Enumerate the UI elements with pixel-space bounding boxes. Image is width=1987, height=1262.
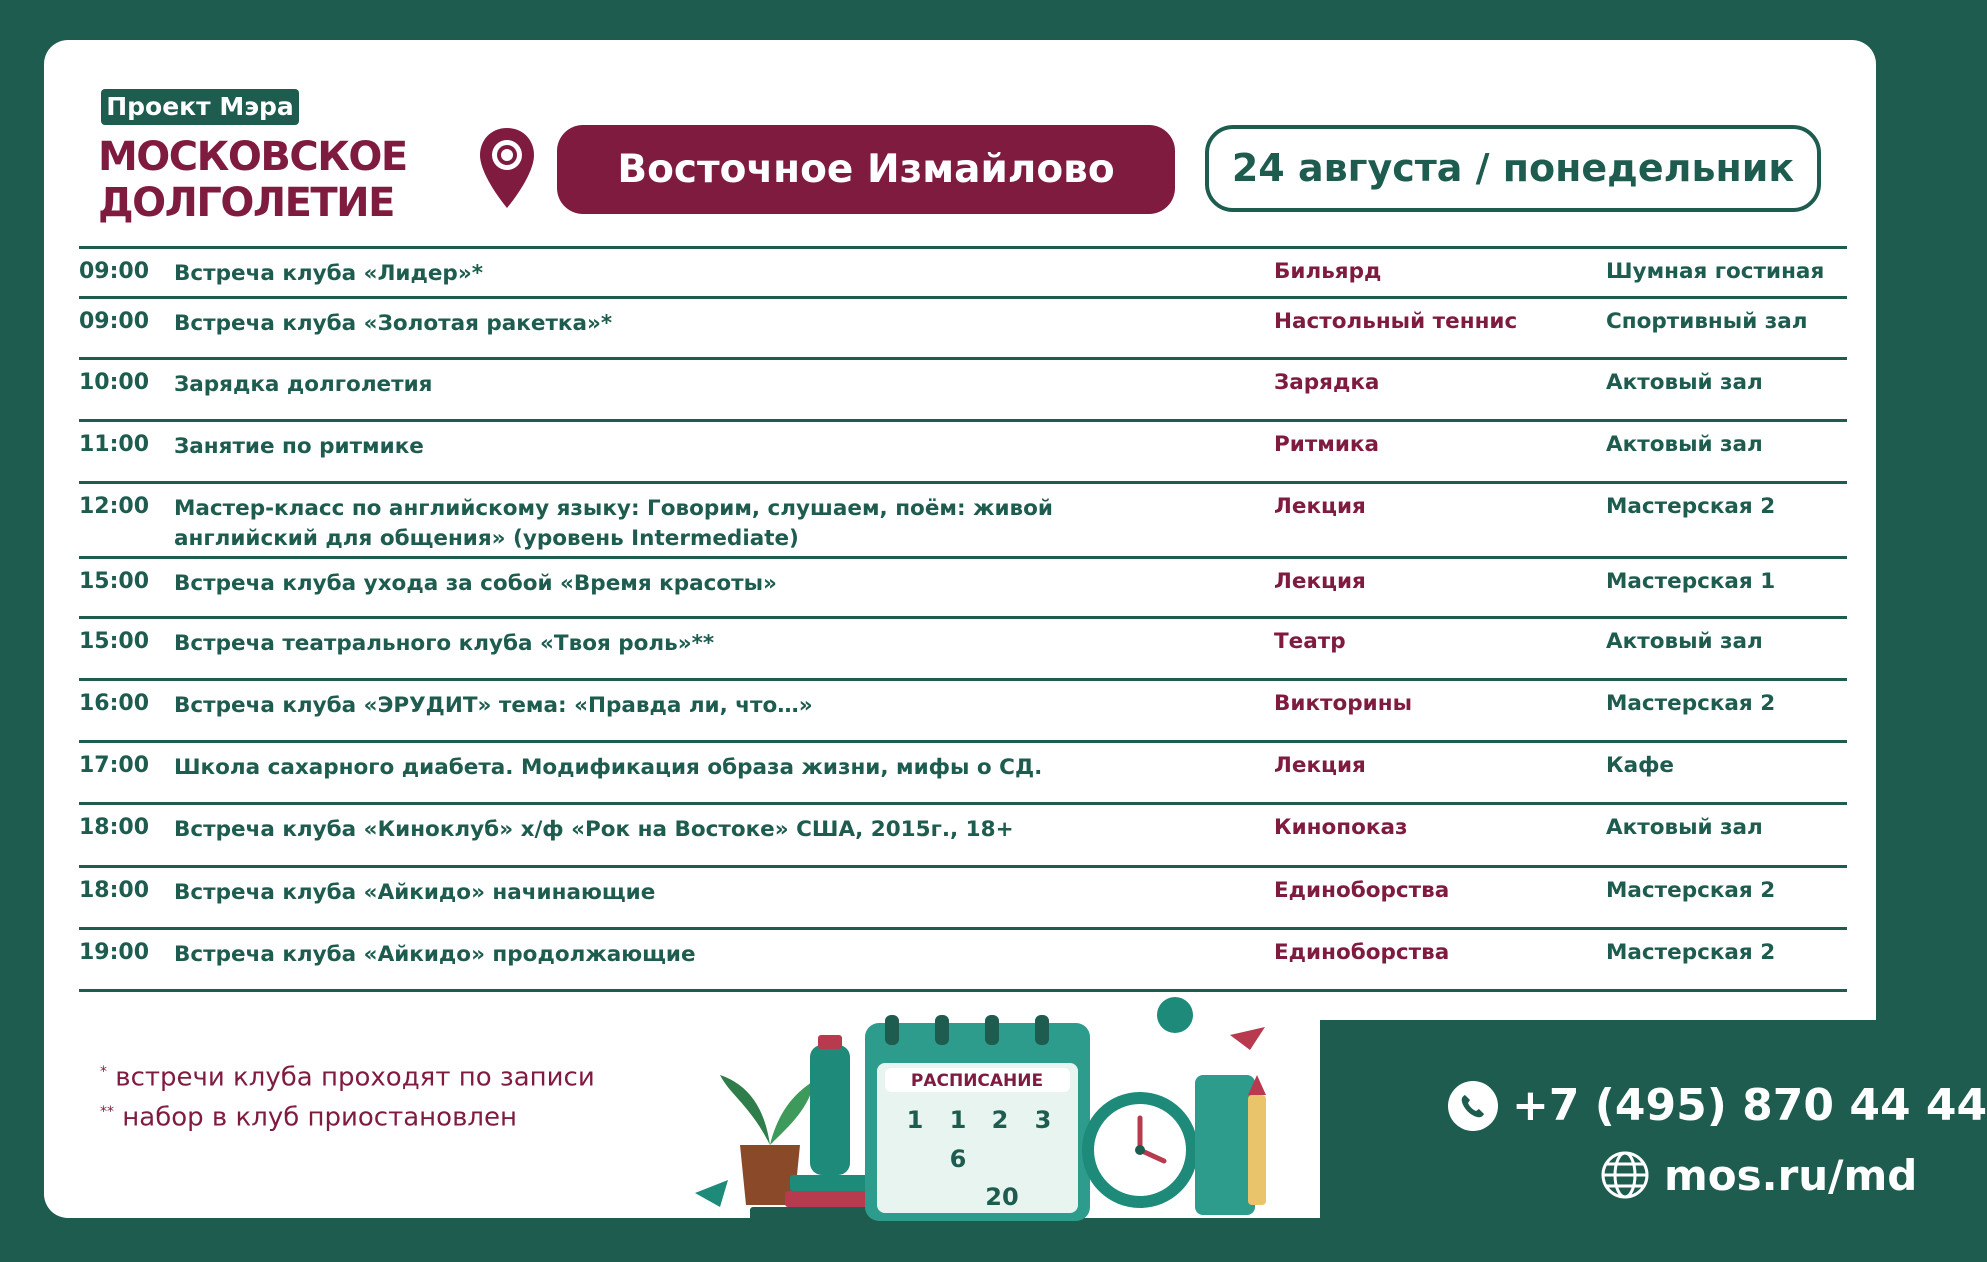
table-row [79,619,1847,681]
footnotes [100,1055,595,1134]
footnote-1-text: встречи клуба проходят по записи [115,1062,595,1093]
phone-contact[interactable] [1448,1080,1987,1131]
schedule-title: Встреча клуба «ЭРУДИТ» тема: «Правда ли, что…» [174,693,813,718]
schedule-title: Встреча клуба ухода за собой «Время красоты» [174,571,777,596]
table-row [79,360,1847,422]
table-row [79,868,1847,930]
calendar-number: 20 [985,1183,1019,1211]
schedule-place: Актовый зал [1606,432,1763,457]
website-url: mos.ru/md [1664,1150,1918,1200]
calendar-number: 3 [1034,1106,1052,1134]
schedule-time: 17:00 [79,753,150,778]
schedule-category: Единоборства [1274,940,1450,965]
schedule-title: Школа сахарного диабета. Модификация образа жизни, мифы о СД. [174,755,1043,780]
schedule-category: Зарядка [1274,370,1380,395]
footnote-2-text: набор в клуб приостановлен [122,1102,518,1133]
schedule-table [79,246,1847,992]
schedule-category: Ритмика [1274,432,1380,457]
brand-line-1: МОСКОВСКОЕ [98,134,407,180]
schedule-title: Встреча клуба «Киноклуб» х/ф «Рок на Востоке» США, 2015г., 18+ [174,817,1014,842]
schedule-category: Бильярд [1274,259,1382,284]
schedule-place: Актовый зал [1606,815,1763,840]
schedule-time: 09:00 [79,259,150,284]
schedule-time: 11:00 [79,432,150,457]
schedule-illustration [690,975,1290,1225]
schedule-category: Лекция [1274,569,1366,594]
phone-number: +7 (495) 870 44 44 [1512,1080,1987,1131]
schedule-title: Занятие по ритмике [174,434,424,459]
schedule-category: Кинопоказ [1274,815,1408,840]
schedule-place: Шумная гостиная [1606,259,1825,284]
schedule-title: Встреча клуба «Золотая ракетка»* [174,311,613,336]
schedule-place: Мастерская 2 [1606,940,1776,965]
schedule-title: Мастер-класс по английскому языку: Говорим, слушаем, поём: живой английский для общения» (уровень Intermediate) [174,496,1053,551]
schedule-time: 19:00 [79,940,150,965]
schedule-category: Викторины [1274,691,1413,716]
location-pin-icon [478,126,536,210]
schedule-time: 16:00 [79,691,150,716]
contacts-panel [1320,1020,1920,1260]
table-row [79,249,1847,299]
footnote-2-mark: ** [100,1103,114,1120]
table-row [79,743,1847,805]
calendar-number: 6 [949,1145,967,1173]
schedule-place: Кафе [1606,753,1674,778]
schedule-category: Театр [1274,629,1346,654]
schedule-place: Мастерская 2 [1606,691,1776,716]
schedule-time: 09:00 [79,309,150,334]
table-row [79,484,1847,559]
brand-line-2: ДОЛГОЛЕТИЕ [98,180,394,226]
schedule-title: Зарядка долголетия [174,372,433,397]
globe-icon [1600,1150,1650,1200]
schedule-time: 15:00 [79,629,150,654]
calendar-number: 1 [949,1106,967,1134]
schedule-title: Встреча театрального клуба «Твоя роль»** [174,631,715,656]
phone-icon [1448,1081,1498,1131]
district-title: Восточное Измайлово [557,125,1175,214]
calendar-number: 1 [906,1106,924,1134]
table-row [79,681,1847,743]
schedule-time: 18:00 [79,815,150,840]
schedule-time: 15:00 [79,569,150,594]
schedule-category: Лекция [1274,753,1366,778]
schedule-place: Мастерская 2 [1606,878,1776,903]
brand-logo [98,134,407,226]
schedule-title: Встреча клуба «Айкидо» начинающие [174,880,656,905]
footnote-1-mark: * [100,1064,107,1080]
schedule-category: Лекция [1274,494,1366,519]
calendar-number: 2 [991,1106,1009,1134]
table-row [79,299,1847,360]
table-row [79,559,1847,619]
footnote-1 [100,1055,595,1095]
table-row [79,805,1847,868]
schedule-time: 18:00 [79,878,150,903]
schedule-place: Актовый зал [1606,370,1763,395]
schedule-place: Мастерская 2 [1606,494,1776,519]
schedule-place: Мастерская 1 [1606,569,1776,594]
schedule-place: Спортивный зал [1606,309,1808,334]
date-label: 24 августа / понедельник [1205,125,1821,212]
schedule-category: Настольный теннис [1274,309,1518,334]
schedule-title: Встреча клуба «Лидер»* [174,261,483,286]
schedule-category: Единоборства [1274,878,1450,903]
website-link[interactable] [1600,1150,1917,1200]
calendar-label: РАСПИСАНИЕ [910,1071,1044,1091]
footnote-2 [100,1095,595,1135]
schedule-time: 12:00 [79,494,150,519]
table-row [79,422,1847,484]
schedule-time: 10:00 [79,370,150,395]
schedule-place: Актовый зал [1606,629,1763,654]
schedule-title: Встреча клуба «Айкидо» продолжающие [174,942,696,967]
project-badge: Проект Мэра [101,89,299,125]
